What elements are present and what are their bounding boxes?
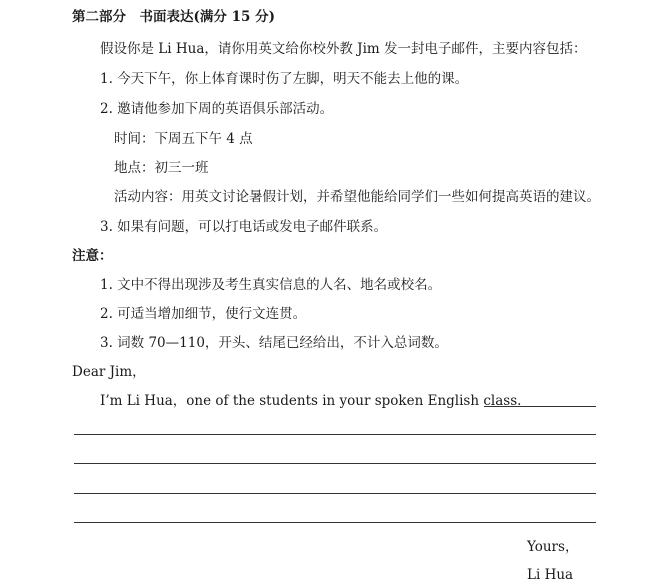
note-1: 1. 文中不得出现涉及考生真实信息的人名、地名或校名。 (100, 277, 442, 293)
letter-closing: Yours， (527, 539, 579, 555)
answer-line[interactable] (74, 463, 596, 464)
answer-line[interactable] (74, 493, 596, 494)
notes-heading: 注意： (72, 248, 113, 264)
point-2-place: 地点：初三一班 (114, 160, 209, 176)
letter-salutation: Dear Jim， (72, 364, 146, 380)
point-2-time: 时间：下周五下午 4 点 (114, 131, 253, 147)
point-3: 3. 如果有问题，可以打电话或发电子邮件联系。 (100, 219, 388, 235)
point-2: 2. 邀请他参加下周的英语俱乐部活动。 (100, 101, 334, 117)
answer-line-inline[interactable] (484, 406, 596, 407)
answer-line[interactable] (74, 522, 596, 523)
point-2-content: 活动内容：用英文讨论暑假计划，并希望他能给同学们一些如何提高英语的建议。 (114, 189, 600, 205)
note-2: 2. 可适当增加细节，使行文连贯。 (100, 306, 307, 322)
answer-line[interactable] (74, 434, 596, 435)
letter-signature: Li Hua (527, 567, 574, 583)
section-heading: 第二部分 书面表达(满分 15 分) (72, 9, 275, 25)
letter-opening: I’m Li Hua，one of the students in your spoken English class. (100, 393, 522, 409)
note-3: 3. 词数 70—110，开头、结尾已经给出，不计入总词数。 (100, 335, 448, 351)
prompt-intro: 假设你是 Li Hua，请你用英文给你校外教 Jim 发一封电子邮件，主要内容包括： (100, 41, 587, 57)
point-1: 1. 今天下午，你上体育课时伤了左脚，明天不能去上他的课。 (100, 71, 469, 87)
